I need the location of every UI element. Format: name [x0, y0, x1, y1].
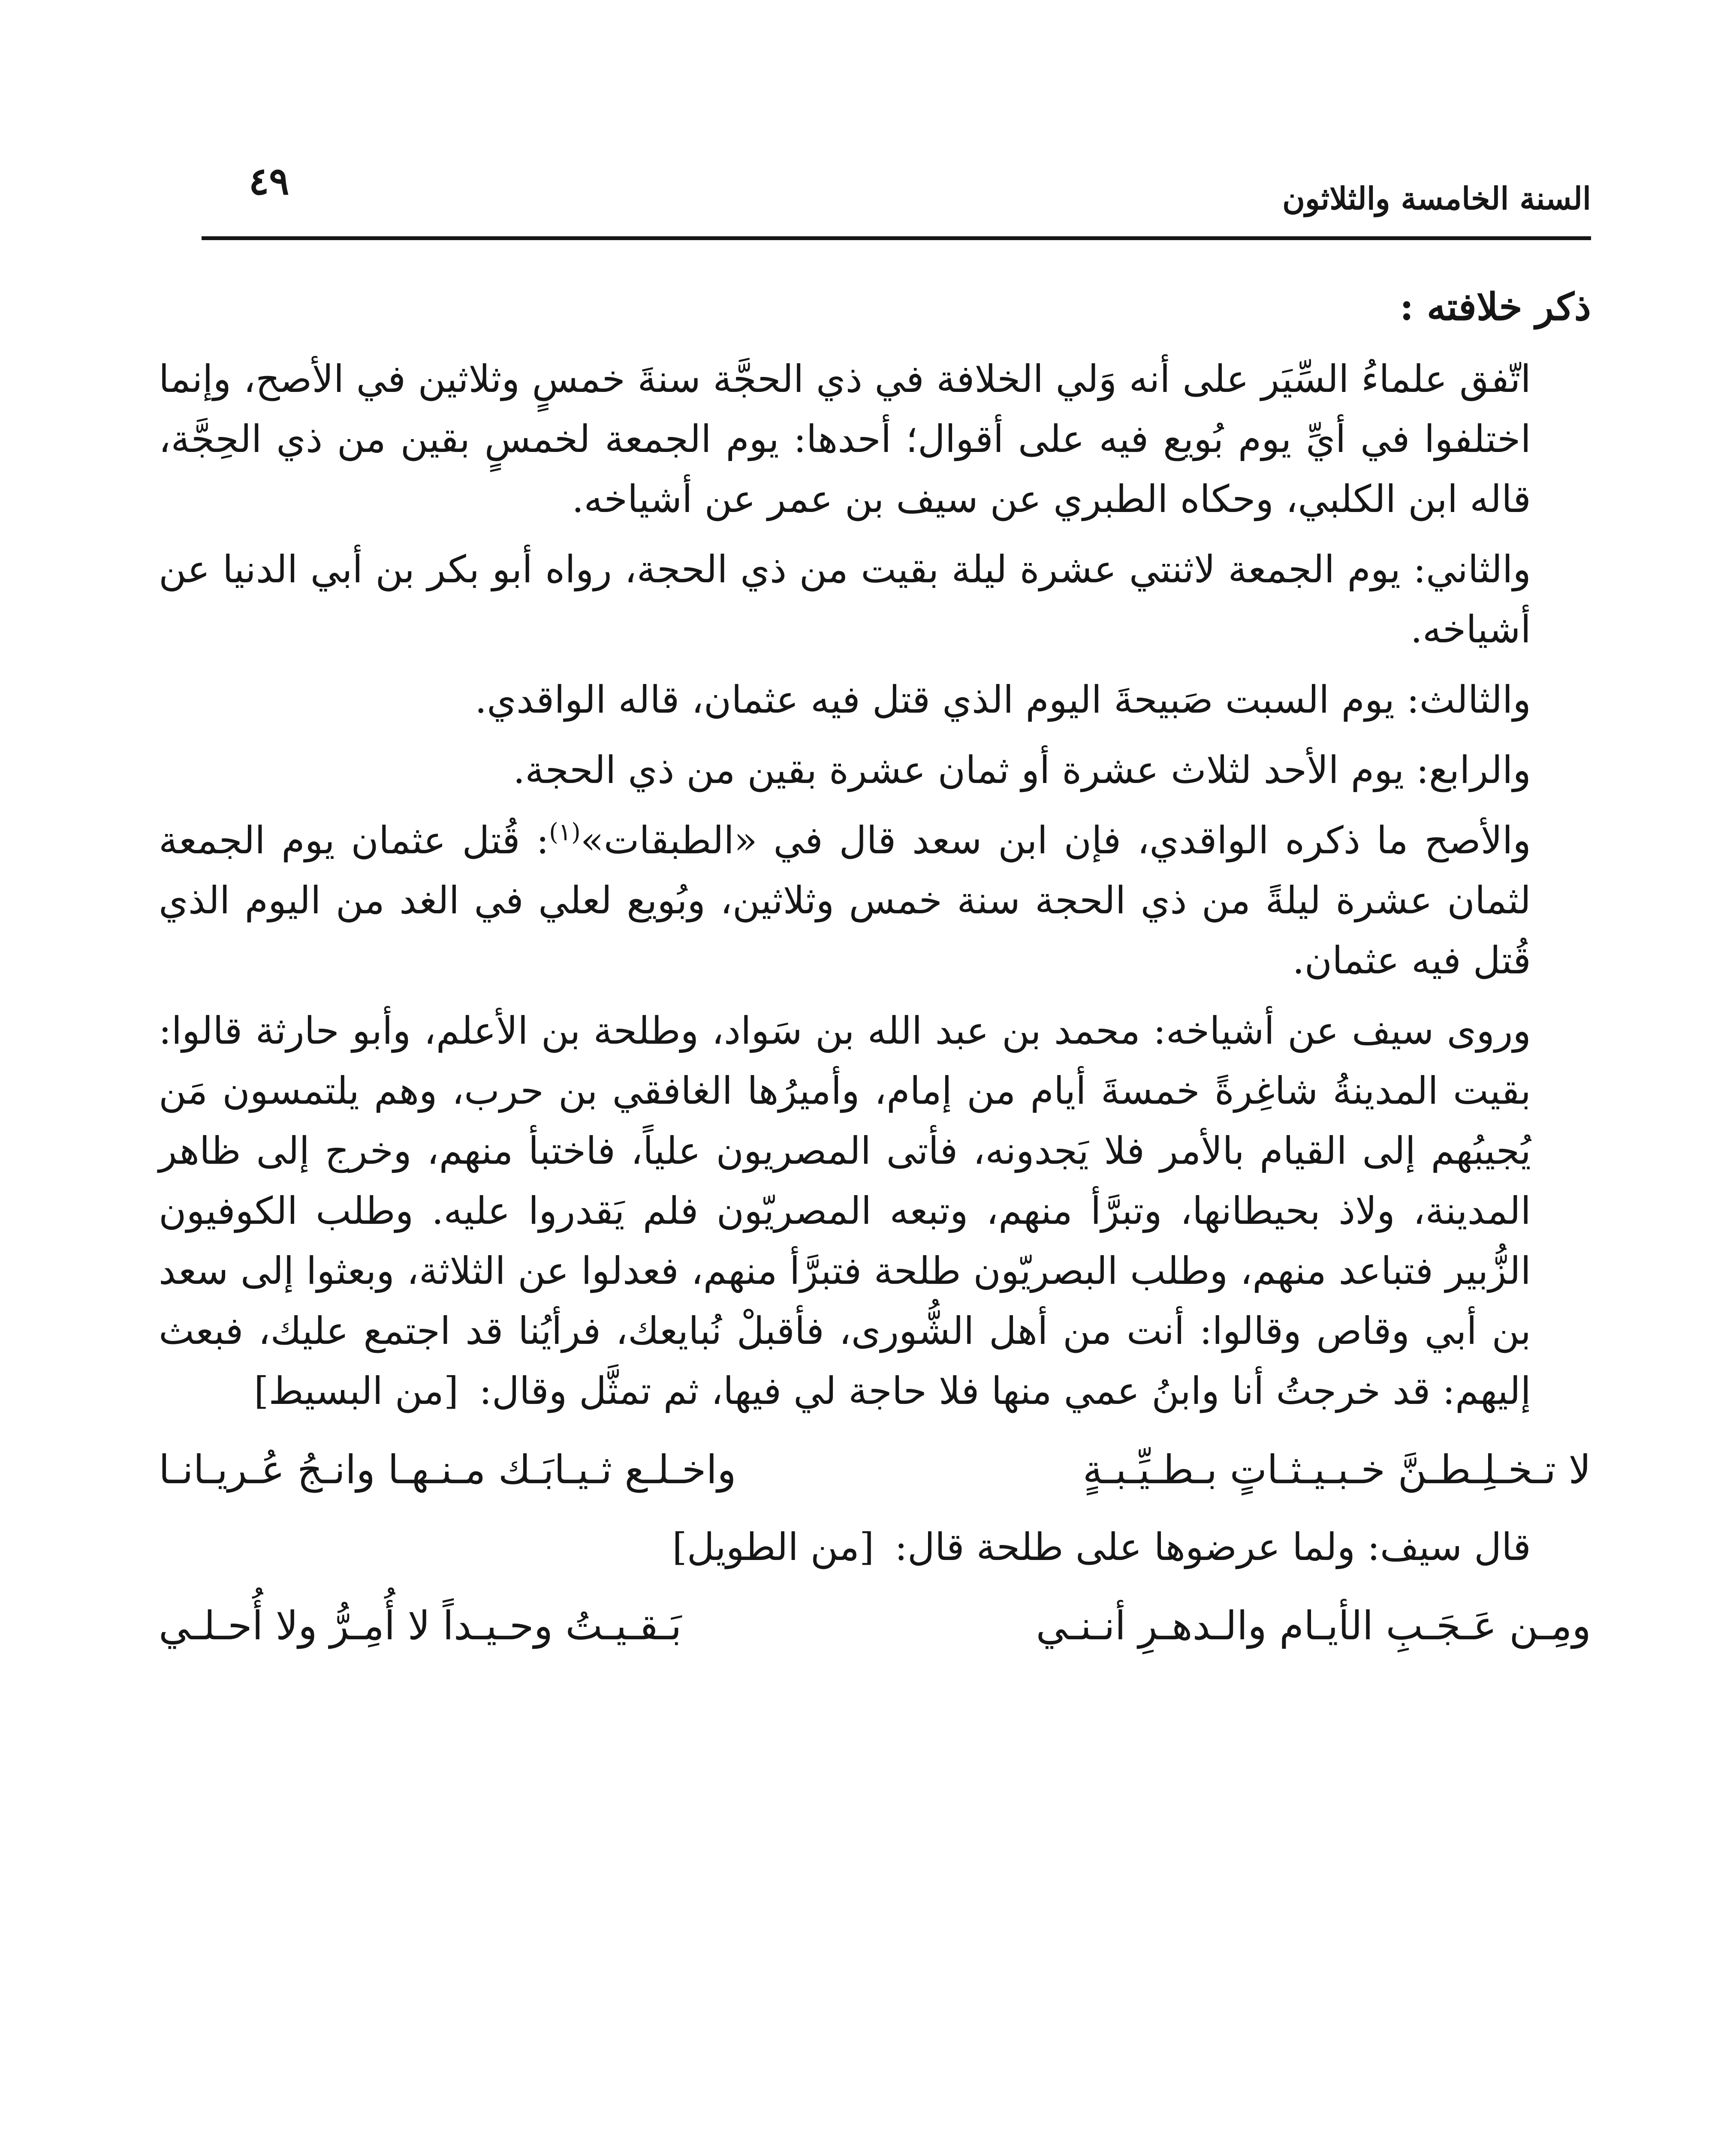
verse-2-first-hemistich: ومِـن عَـجَـبِ الأيـام والـدهـرِ أنـنـي [1036, 1603, 1591, 1649]
verse-line-2 [159, 1587, 1591, 1665]
meter-label-tawil: [من الطويل] [672, 1525, 874, 1569]
paragraph-5-text-b: : قُتل عثمان يوم الجمعة لثمان عشرة ليلةً من ذي الحجة سنة خمس وثلاثين، وبُويع لعلي في الغد من اليوم الذي قُتل فيه عثمان. [159, 818, 1531, 982]
paragraph-2: والثاني: يوم الجمعة لاثنتي عشرة ليلة بقيت من ذي الحجة، رواه أبو بكر بن أبي الدنيا عن أشياخه. [159, 547, 1531, 651]
paragraph-3: والثالث: يوم السبت صَبيحةَ اليوم الذي قتل فيه عثمان، قاله الواقدي. [475, 678, 1531, 722]
paragraph-7-text: قال سيف: ولما عرضوها على طلحة قال: [895, 1525, 1531, 1569]
section-heading: ذكر خلافته : [1399, 284, 1591, 329]
paragraph-5-text-a: والأصح ما ذكره الواقدي، فإن ابن سعد قال في «الطبقات» [580, 818, 1531, 862]
paragraph-1: اتّفق علماءُ السِّيَر على أنه وَلي الخلافة في ذي الحجَّة سنةَ خمسٍ وثلاثين في الأصح، وإنما اختلفوا في أيِّ يوم بُويع فيه على أقوال؛ أحدها: يوم الجمعة لخمسٍ بقين من ذي الحِجَّة، قاله ابن الكلبي، وحكاه الطبري عن سيف بن عمر عن أشياخه. [159, 357, 1531, 521]
paragraph-5 [159, 810, 1591, 991]
main-text [159, 274, 1591, 1673]
page-header [202, 129, 1591, 240]
paragraph-6 [159, 1001, 1591, 1421]
paragraph-6-text: وروى سيف عن أشياخه: محمد بن عبد الله بن سَواد، وطلحة بن الأعلم، وأبو حارثة قالوا: بقيت المدينةُ شاغِرةً خمسةَ أيام من إمام، وأميرُها الغافقي بن حرب، وهم يلتمسون مَن يُجيبُهم إلى القيام بالأمر فلا يَجدونه، فأتى المصريون علياً، فاختبأ منهم، وخرج إلى ظاهر المدينة، ولاذ بحيطانها، وتبرَّأ منهم، وتبعه المصريّون فلم يَقدروا عليه. وطلب الكوفيون الزُّبير فتباعد منهم، وطلب البصريّون طلحة فتبرَّأ منهم، فعدلوا عن الثلاثة، وبعثوا إلى سعد بن أبي وقاص وقالوا: أنت من أهل الشُّورى، فأقبلْ نُبايعك، فرأيُنا قد اجتمع عليك، فبعث إليهم: قد خرجتُ أنا وابنُ عمي منها فلا حاجة لي فيها، ثم تمثَّل وقال: [159, 1009, 1531, 1413]
verse-2-second-hemistich: بَـقـيـتُ وحـيـداً لا أُمِـرُّ ولا أُحـلـي [159, 1603, 682, 1649]
running-title: السنة الخامسة والثلاثون [1282, 180, 1591, 217]
paragraph-7 [159, 1517, 1591, 1577]
footnote-reference: (١) [549, 818, 581, 846]
verse-1-second-hemistich: واخـلـع ثـيـابَـك مـنـهـا وانـجُ عُـريـانـا [159, 1447, 736, 1493]
meter-label-basit: [من البسيط] [254, 1369, 459, 1413]
verse-1-first-hemistich: لا تـخـلِـطـنَّ خـبـيـثـاتٍ بـطـيِّـبـةٍ [1082, 1447, 1591, 1493]
verse-line-1 [159, 1431, 1591, 1509]
page-number: ٤٩ [249, 159, 289, 203]
header-divider [202, 236, 1591, 240]
paragraph-4: والرابع: يوم الأحد لثلاث عشرة أو ثمان عشرة بقين من ذي الحجة. [513, 748, 1531, 792]
